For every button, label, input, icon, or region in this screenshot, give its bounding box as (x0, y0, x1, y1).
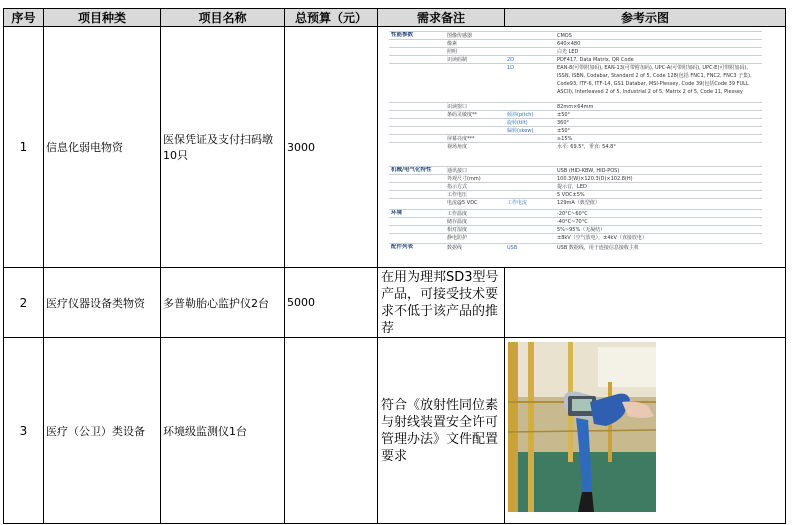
row-name: 医保凭证及支付扫码墩10只 (161, 27, 285, 268)
spec-row-name: 电流@5 VDC (447, 200, 478, 206)
spec-row (389, 63, 762, 103)
header-index: 序号 (4, 9, 44, 27)
spec-row-value: 129mA（典型值） (557, 200, 600, 206)
spec-row-name: 像素 (447, 41, 458, 47)
spec-row-name: 照明 (447, 49, 458, 55)
spec-row-value: USB 数据线，用于连接信息接收主机 (557, 245, 639, 251)
spec-row-value: 5 VDC±5% (557, 192, 585, 198)
spec-row (389, 142, 762, 151)
spec-row-value: 360° (557, 120, 570, 126)
spec-row-name: 屏幕亮度*** (447, 136, 475, 142)
row-category: 医疗仪器设备类物资 (44, 268, 161, 338)
spec-row-sub: 1D (507, 65, 515, 71)
row-index: 1 (4, 27, 44, 268)
row-category: 医疗（公卫）类设备 (44, 338, 161, 524)
procurement-table (3, 8, 786, 524)
spec-row-sub: 2D (507, 57, 515, 63)
spec-row-value: 5%~95%（无凝结） (557, 227, 606, 233)
spec-section-performance: 性能参数 (391, 32, 414, 38)
header-reference: 参考示图 (505, 9, 786, 27)
spec-row-value: 640×480 (557, 41, 581, 47)
spec-section-accessories: 配件列表 (391, 244, 414, 250)
spec-row-sub: 工作电流 (507, 200, 528, 206)
spec-row-sub: 偏转(skew) (507, 128, 534, 134)
radiation-monitor-photo (508, 342, 656, 512)
spec-row-name: 通讯接口 (447, 168, 468, 174)
spec-row-value: 82mm×64mm (557, 104, 594, 110)
spec-row-sub: 旋转(tilt) (507, 120, 528, 126)
row-budget: 3000 (285, 27, 378, 268)
spec-row-value: ≥15% (557, 136, 573, 142)
spec-row-name: 图像传感器 (447, 33, 473, 39)
row-notes: 在用为理邦SD3型号产品，可接受技术要求不低于该产品的推荐 (378, 268, 505, 338)
spec-row-value: ±8kV（空气放电），±4kV（直接放电） (557, 235, 647, 241)
spec-row-value: ±50° (557, 128, 571, 134)
spec-row-sub: 倾斜(pitch) (507, 112, 534, 118)
row-reference (505, 338, 786, 524)
spec-row-value: 100.3(W)×120.3(D)×102.8(H) (557, 176, 633, 182)
spec-row-name: 工作温度 (447, 211, 468, 217)
row-notes: 符合《放射性同位素与射线装置安全许可管理办法》文件配置要求 (378, 338, 505, 524)
spec-row-name: 数据线 (447, 245, 463, 251)
table-row (4, 27, 786, 268)
table-row (4, 338, 786, 524)
spec-row-value: PDF417, Data Matrix, QR Code (557, 57, 634, 63)
spec-row (389, 243, 762, 252)
spec-row-value: ±50° (557, 112, 571, 118)
spec-section-environment: 环境 (391, 210, 403, 216)
row-index: 2 (4, 268, 44, 338)
spec-row-name: 识读窗口 (447, 104, 468, 110)
row-budget (285, 338, 378, 524)
spec-row-value: CMOS (557, 33, 572, 39)
row-reference (505, 268, 786, 338)
row-name: 多普勒胎心监护仪2台 (161, 268, 285, 338)
spec-row-value: EAN-8(可带附加码), EAN-13(可带附加码), UPC-A(可带附加码), UPC-E(可带附加码), ISSN, ISBN, Codabar, Standard 2 of 5, Code 128(包括 FNC1, FNC2, FNC3 子集), Code93, ITF-6, ITF-14, GS1 Databar, MSI-Plessey, Code 39(包括Code 39 FULL ASCII), Interleaved 2 of 5, Industrial 2 of 5, Matrix 2 of 5, Code 11, Plessey (557, 65, 752, 95)
row-name: 环境级监测仪1台 (161, 338, 285, 524)
header-notes: 需求备注 (378, 9, 505, 27)
spec-row-name: 外观尺寸(mm) (447, 176, 481, 182)
header-budget: 总预算（元） (285, 9, 378, 27)
spec-section-mechanical: 机械/电气化特性 (391, 167, 432, 173)
spec-row-name: 视场角度 (447, 144, 468, 150)
spec-row-name: 条码灵敏度** (447, 112, 478, 118)
spec-row-name: 指示方式 (447, 184, 468, 190)
header-name: 项目名称 (161, 9, 285, 27)
spec-row-name: 识读码制 (447, 57, 468, 63)
spec-row-name: 储存温度 (447, 219, 468, 225)
spec-row-value: 水平: 69.5°，垂直: 54.8° (557, 144, 616, 150)
row-category: 信息化弱电物资 (44, 27, 161, 268)
spec-row-value: -40°C~70°C (557, 219, 588, 225)
spec-row (389, 198, 762, 207)
spec-row-name: 工作电压 (447, 192, 468, 198)
spec-table-image (389, 29, 762, 255)
spec-row-value: 提示音，LED (557, 184, 587, 190)
row-index: 3 (4, 338, 44, 524)
spec-row-sub: USB (507, 245, 518, 251)
spec-row-value: 白光 LED (557, 49, 579, 55)
table-row (4, 268, 786, 338)
spec-row-value: USB (HID-KBW, HID-POS) (557, 168, 620, 174)
spec-row-name: 相对湿度 (447, 227, 468, 233)
header-row (4, 9, 786, 27)
spec-image-cell (378, 27, 786, 268)
row-budget: 5000 (285, 268, 378, 338)
spec-row-name: 静电防护 (447, 235, 468, 241)
spec-row (389, 233, 762, 242)
header-category: 项目种类 (44, 9, 161, 27)
spec-row-value: -20°C~60°C (557, 211, 588, 217)
